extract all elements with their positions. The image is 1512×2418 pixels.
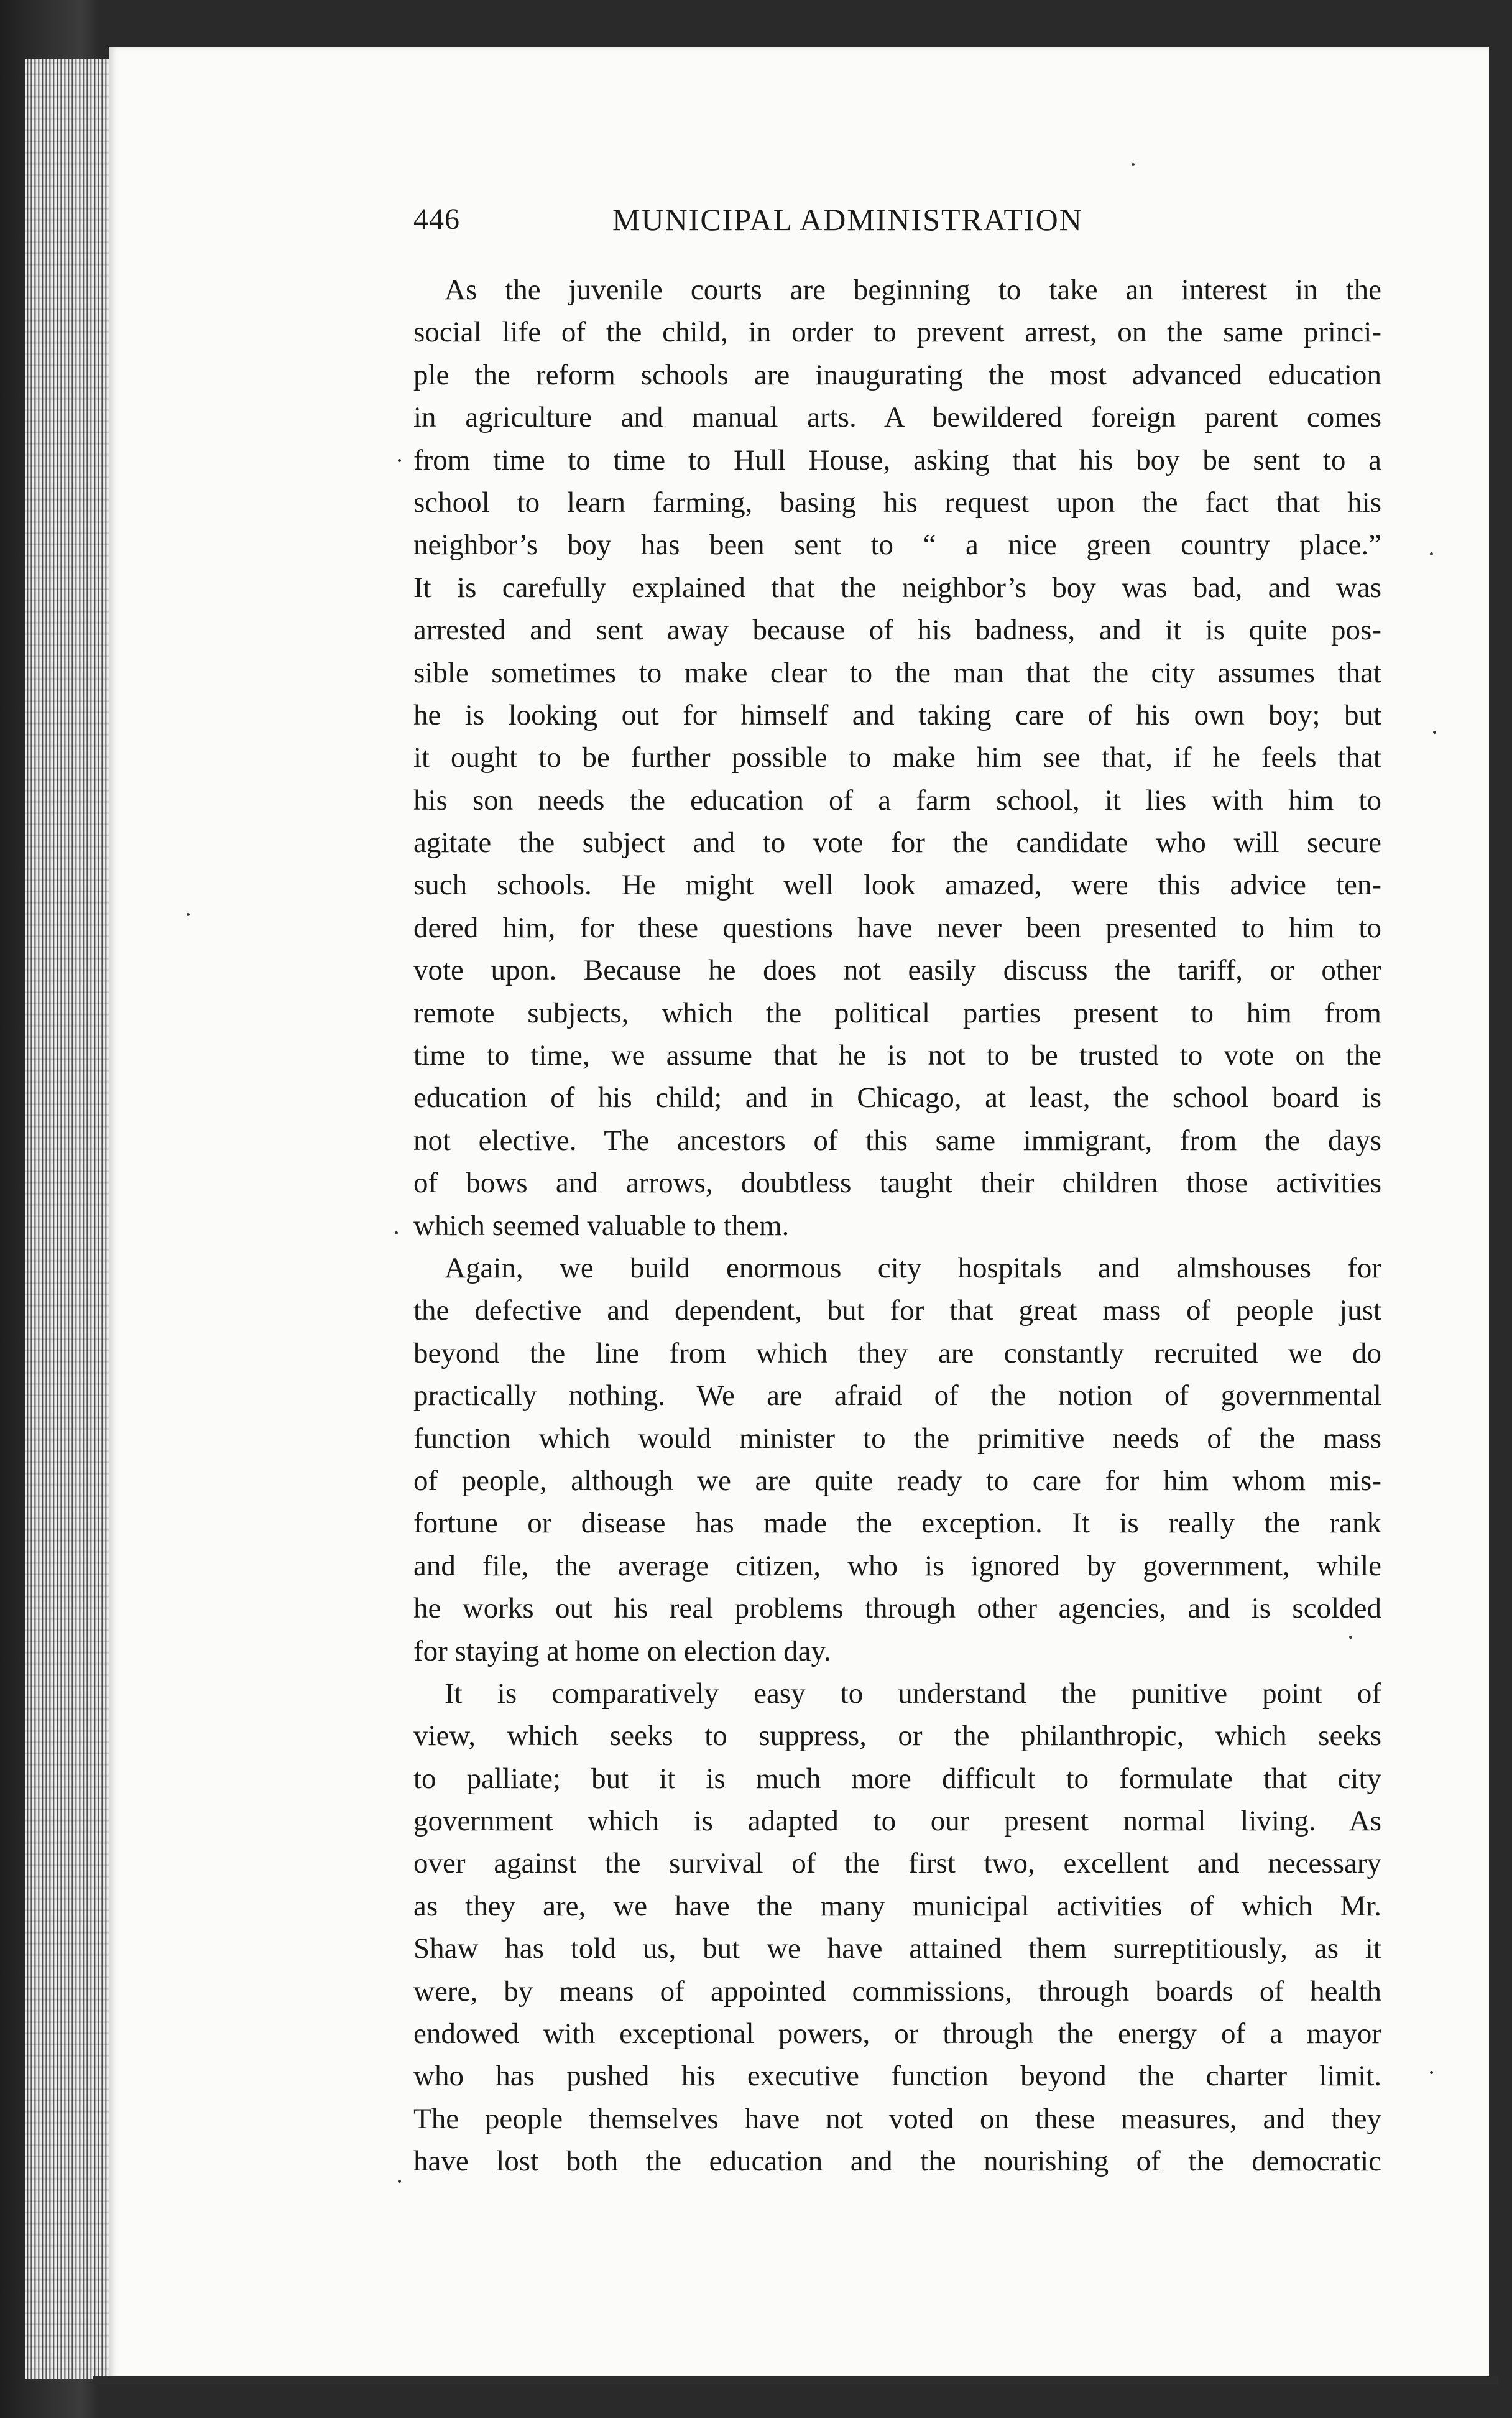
text-line: as they are, we have the many municipal activities of which Mr. [413, 1889, 1381, 1922]
text-line: and file, the average citizen, who is ignored by government, while [413, 1549, 1381, 1582]
text-line: neighbor’s boy has been sent to “ a nice green country place.” [413, 529, 1381, 562]
text-line: It is comparatively easy to understand the punitive point of [445, 1677, 1381, 1710]
text-line: social life of the child, in order to prevent arrest, on the same princi- [413, 316, 1381, 349]
running-head: MUNICIPAL ADMINISTRATION [612, 202, 1083, 237]
text-line: beyond the line from which they are constantly recruited we do [413, 1336, 1381, 1369]
paragraph-3 [413, 1672, 1381, 2183]
text-line: It is carefully explained that the neighbor’s boy was bad, and was [413, 571, 1381, 604]
text-line: sible sometimes to make clear to the man that the city assumes that [413, 656, 1381, 689]
text-line: ple the reform schools are inaugurating the most advanced education [413, 358, 1381, 391]
text-line: government which is adapted to our present normal living. As [413, 1805, 1381, 1838]
page-number: 446 [413, 203, 460, 236]
text-line: remote subjects, which the political parties present to him from [413, 996, 1381, 1029]
text-line: school to learn farming, basing his request upon the fact that his [413, 486, 1381, 519]
text-line: education of his child; and in Chicago, at least, the school board is [413, 1082, 1381, 1114]
text-line: The people themselves have not voted on these measures, and they [413, 2102, 1381, 2135]
scan-speck [1132, 163, 1135, 166]
scan-speck [1430, 2071, 1433, 2074]
text-line: who has pushed his executive function beyond the charter limit. [413, 2060, 1381, 2093]
scan-speck [1430, 552, 1433, 555]
scan-speck [398, 2180, 401, 2183]
text-line: practically nothing. We are afraid of the notion of governmental [413, 1379, 1381, 1412]
text-line: endowed with exceptional powers, or through the energy of a mayor [413, 2017, 1381, 2050]
text-line: for staying at home on election day. [413, 1634, 831, 1667]
text-line: arrested and sent away because of his badness, and it is quite pos- [413, 614, 1381, 647]
book-page-edges-shade [25, 59, 112, 2379]
text-line: his son needs the education of a farm school, it lies with him to [413, 784, 1381, 817]
paragraph-2 [413, 1247, 1381, 1672]
text-line: he is looking out for himself and taking care of his own boy; but [413, 698, 1381, 731]
text-line: Shaw has told us, but we have attained them surreptitiously, as it [413, 1932, 1381, 1965]
scan-speck [398, 459, 401, 462]
text-line: time to time, we assume that he is not to be trusted to vote on the [413, 1039, 1381, 1072]
text-line: such schools. He might well look amazed, were this advice ten- [413, 869, 1381, 902]
text-line: dered him, for these questions have never been presented to him to [413, 911, 1381, 944]
scan-speck [1433, 731, 1436, 734]
text-line: fortune or disease has made the exception. It is really the rank [413, 1507, 1381, 1540]
scan-speck [1349, 1636, 1352, 1639]
scan-speck [187, 913, 190, 916]
scan-speck [395, 1231, 398, 1234]
text-line: from time to time to Hull House, asking that his boy be sent to a [413, 443, 1381, 476]
text-line: the defective and dependent, but for that great mass of people just [413, 1294, 1381, 1327]
text-line: vote upon. Because he does not easily discuss the tariff, or other [413, 954, 1381, 987]
text-line: have lost both the education and the nourishing of the democratic [413, 2145, 1381, 2178]
text-line: to palliate; but it is much more difficult to formulate that city [413, 1762, 1381, 1795]
text-line: agitate the subject and to vote for the candidate who will secure [413, 827, 1381, 859]
text-line: function which would minister to the primitive needs of the mass [413, 1422, 1381, 1455]
text-line: he works out his real problems through other agencies, and is scolded [413, 1592, 1381, 1625]
paragraph-1 [413, 269, 1381, 1247]
text-line: were, by means of appointed commissions, through boards of health [413, 1975, 1381, 2008]
text-line: it ought to be further possible to make him see that, if he feels that [413, 741, 1381, 774]
text-line: of bows and arrows, doubtless taught their children those activities [413, 1167, 1381, 1200]
text-line: in agriculture and manual arts. A bewildered foreign parent comes [413, 401, 1381, 434]
text-line: Again, we build enormous city hospitals and almshouses for [445, 1251, 1381, 1284]
text-line: which seemed valuable to them. [413, 1209, 790, 1242]
text-line: view, which seeks to suppress, or the philanthropic, which seeks [413, 1720, 1381, 1753]
text-line: over against the survival of the first two, excellent and necessary [413, 1847, 1381, 1880]
scan-bottom-border [93, 2376, 1498, 2384]
text-line: As the juvenile courts are beginning to take an interest in the [445, 274, 1381, 306]
body-text [413, 269, 1381, 2183]
page-header [413, 198, 1396, 241]
text-line: of people, although we are quite ready to care for him whom mis- [413, 1464, 1381, 1497]
text-line: not elective. The ancestors of this same immigrant, from the days [413, 1124, 1381, 1157]
